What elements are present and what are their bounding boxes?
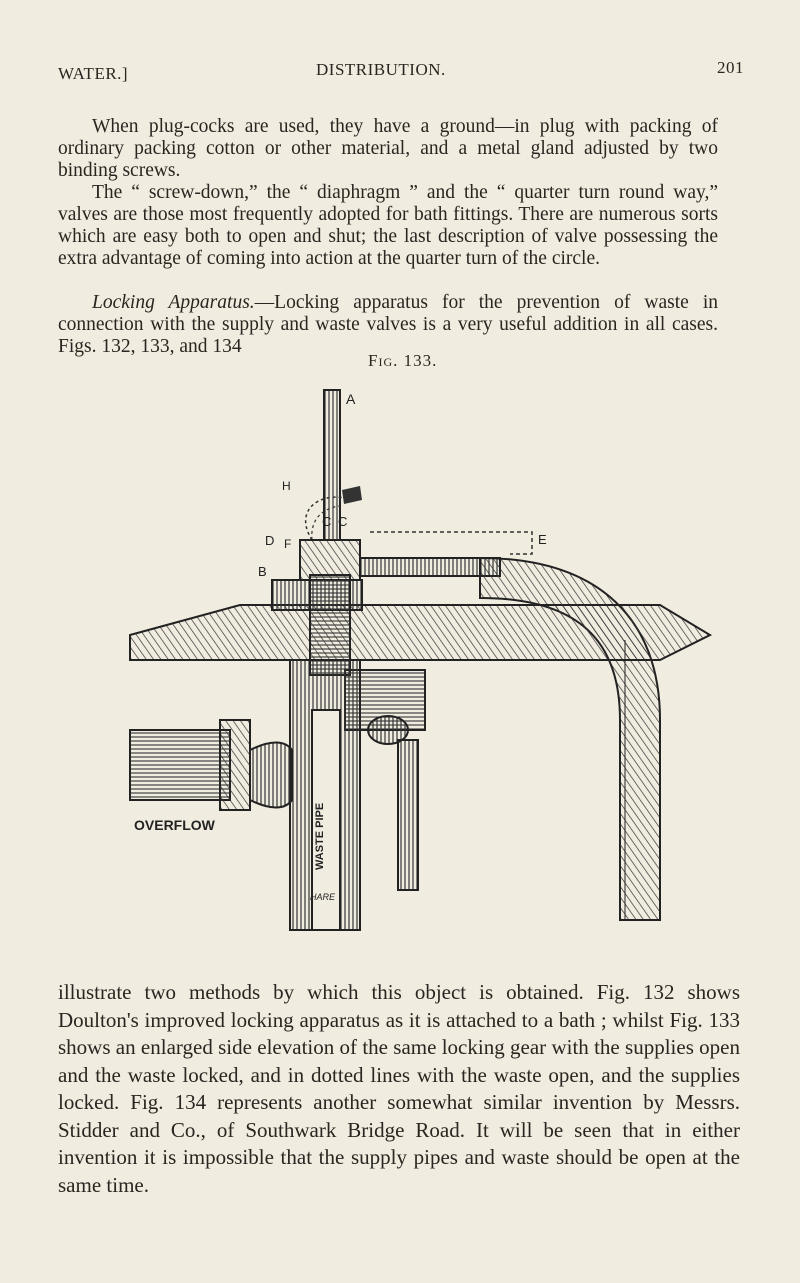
- page-number: 201: [717, 58, 744, 77]
- paragraph-valves: The “ screw-down,” the “ diaphragm ” and the “ quarter turn round way,” valves are those most frequently adopted for bath fittings. There are numerous sorts which are easy both to open and shut; the last description of valve possessing the extra advantage of coming into action at the quarter turn of the circle.: [58, 181, 718, 269]
- locking-apparatus-heading: Locking Apparatus.: [92, 291, 255, 313]
- label-e: E: [538, 532, 547, 547]
- overflow-bend: [250, 743, 292, 808]
- label-b: B: [258, 564, 267, 579]
- label-h: H: [282, 479, 291, 493]
- label-a: A: [346, 391, 356, 407]
- label-f: F: [284, 537, 292, 551]
- label-c2: C: [338, 514, 348, 529]
- waste-pipe-label: WASTE PIPE: [314, 802, 326, 870]
- label-c: C: [322, 514, 332, 529]
- locking-apparatus-text: —Locking apparatus for the prevention of waste in connection with the supply and waste valves is a very useful addition in all cases. Figs. 132, 133, and 134: [58, 291, 718, 357]
- dotted-waste-open-line: [370, 532, 532, 554]
- paragraph-illustrate: illustrate two methods by which this object is obtained. Fig. 132 shows Doulton's improved locking apparatus as it is attached to a bath ; whilst Fig. 133 shows an enlarged side elevation of the same locking gear with the supplies open and the waste locked, and in dotted lines with the waste open, and the supplies locked. Fig. 134 represents another somewhat similar invention by Messrs. Stidder and Co., of Southwark Bridge Road. It will be seen that in either invention it is impossible that the supply pipes and waste should be open at the same time.: [58, 980, 740, 1197]
- running-header: [58, 58, 744, 88]
- locking-gear-illustration: [60, 380, 760, 940]
- overflow-flange: [220, 720, 250, 810]
- header-section: WATER.]: [58, 64, 129, 83]
- figure-label: Fig. 133.: [368, 351, 438, 370]
- overflow-label: OVERFLOW: [134, 817, 215, 833]
- label-d: D: [265, 533, 275, 548]
- supply-riser: [398, 740, 418, 890]
- paragraph-locking-apparatus: [58, 292, 718, 358]
- paragraph-plug-cocks: When plug-cocks are used, they have a ground—in plug with packing of ordinary packing cotton or other material, and a metal gland adjusted by two binding screws.: [58, 115, 718, 181]
- illustrator-signature: HARE: [310, 892, 336, 902]
- bath-rim: [130, 605, 710, 660]
- header-title: DISTRIBUTION.: [316, 60, 446, 79]
- overflow-pipe: [130, 730, 230, 800]
